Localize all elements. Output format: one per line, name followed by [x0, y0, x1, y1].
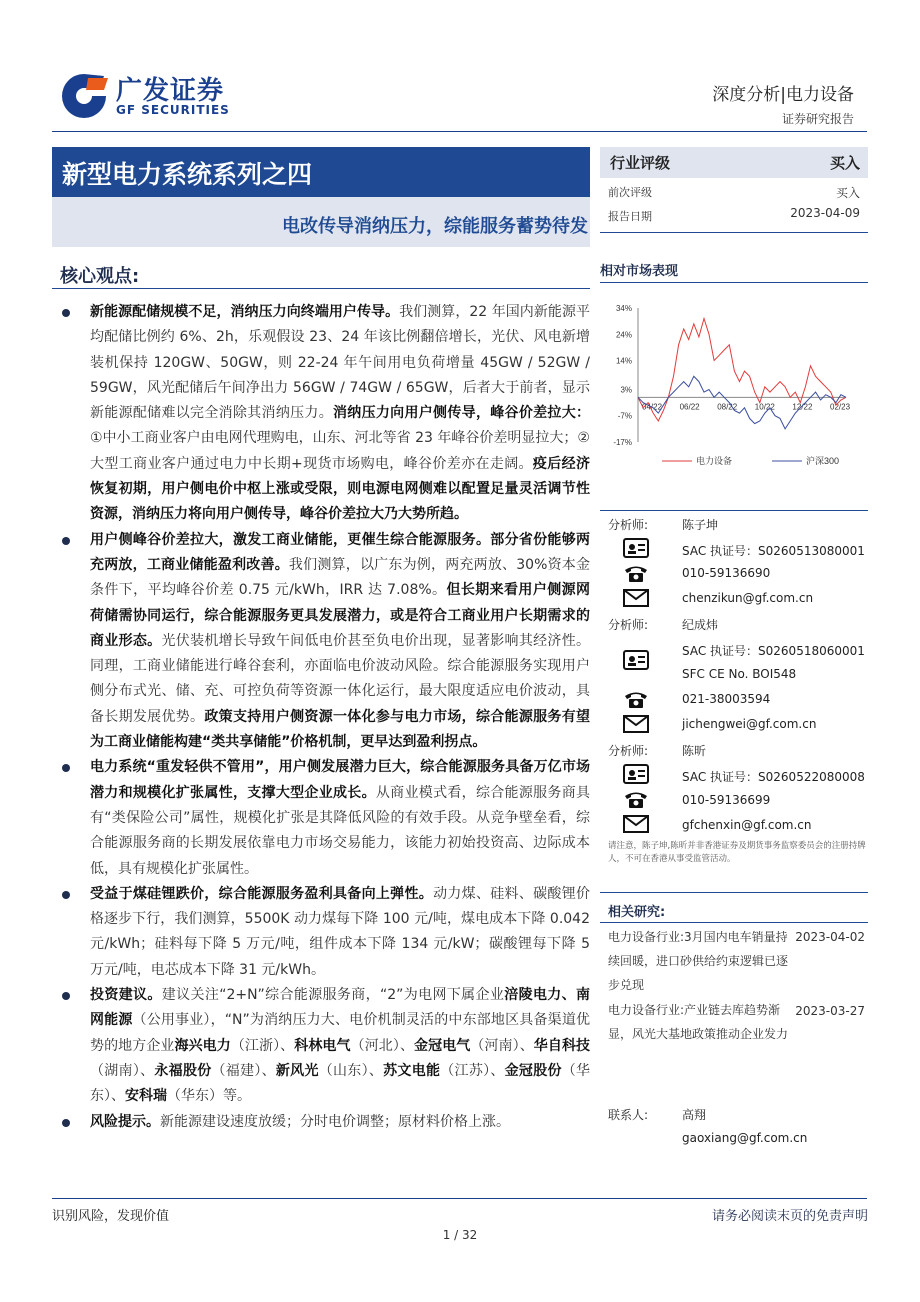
header-divider: [52, 131, 867, 132]
footer-divider: [52, 1198, 867, 1199]
rating-value: 买入: [829, 154, 860, 172]
phone-icon: [623, 689, 649, 709]
analyst-label: 分析师:: [608, 618, 649, 632]
bullet-paragraph: 电力系统“重发轻供不管用”，用户侧发展潜力巨大，综合能源服务具备万亿市场潜力和规模化扩张属性，支撑大型企业成长。从商业模式看，综合能源服务商具有“类保险公司”属性，规模化扩张是其降低风险的有效手段。从竞争壁垒看，综合能源服务商的长期发展依靠电力市场交易能力，该能力初始投资高、边际成本低，具有规模化扩张属性。: [60, 755, 590, 881]
id-card-icon: [623, 650, 649, 670]
mail-icon: [623, 814, 649, 834]
analyst-note: 请注意，陈子坤,陈昕并非香港证券及期货事务监察委员会的注册持牌人，不可在香港从事受监管活动。: [608, 841, 866, 864]
y-tick-label: 14%: [615, 356, 632, 366]
related-item-date: 2023-04-02: [795, 930, 865, 944]
core-divider: [52, 288, 590, 289]
related-heading: 相关研究:: [608, 905, 666, 920]
analyst-name: 陈昕: [682, 744, 707, 758]
y-tick-label: 3%: [620, 385, 632, 395]
core-heading: 核心观点:: [60, 266, 140, 287]
bullet-paragraph: 受益于煤硅锂跌价，综合能源服务盈利具备向上弹性。动力煤、硅料、碳酸锂价格逐步下行，我们测算，5500K 动力煤每下降 100 元/吨，煤电成本下降 0.042 元/kWh；硅料每下降 5 万元/吨，组件成本下降 134 元/kW；碳酸锂每下降 5 万元/吨，电芯成本下降 31 元/kWh。: [60, 882, 590, 983]
report-title: 新型电力系统系列之四: [62, 160, 313, 189]
report-category: 深度分析|电力设备: [712, 85, 854, 105]
related-item-title[interactable]: 电力设备行业:3月国内电车销量持续回暖，进口砂供给约束逻辑已逐步兑现: [608, 930, 789, 992]
x-tick-label: 08/22: [717, 402, 738, 412]
analyst-email[interactable]: jichengwei@gf.com.cn: [682, 717, 817, 731]
y-tick-label: 24%: [615, 330, 632, 340]
core-bullets: [60, 300, 590, 1135]
y-tick-label: -7%: [617, 411, 632, 421]
contact-label: 联系人:: [608, 1108, 649, 1122]
series-line: [638, 319, 846, 422]
mail-icon: [623, 714, 649, 734]
id-card-icon: [623, 764, 649, 784]
analyst-name: 陈子坤: [682, 518, 719, 532]
report-type: 证券研究报告: [781, 112, 854, 126]
bullet-paragraph: 投资建议。建议关注“2+N”综合能源服务商，“2”为电网下属企业涪陵电力、南网能源（公用事业），“N”为消纳压力大、电价机制灵活的中东部地区具备渠道优势的地方企业海兴电力（江浙）、科林电气（河北）、金冠电气（河南）、华自科技（湖南）、永福股份（福建）、新风光（山东）、苏文电能（江苏）、金冠股份（华东）、安科瑞（华东）等。: [60, 983, 590, 1109]
related-item-title[interactable]: 电力设备行业:产业链去库趋势渐显，风光大基地政策推动企业发力: [608, 1003, 789, 1041]
y-tick-label: -17%: [613, 438, 632, 447]
brand-name-en: GF SECURITIES: [116, 103, 230, 117]
related-item-date: 2023-03-27: [795, 1004, 865, 1018]
analyst-cert: SAC 执证号：S0260522080008: [682, 770, 865, 784]
legend-label: 电力设备: [696, 456, 733, 466]
analyst-label: 分析师:: [608, 744, 649, 758]
related-divider: [600, 922, 868, 923]
analyst-cert-sfc: SFC CE No. BOI548: [682, 667, 797, 681]
report-date-label: 报告日期: [608, 210, 652, 223]
contact-name: 高翔: [682, 1108, 707, 1122]
footer-slogan: 识别风险，发现价值: [52, 1209, 170, 1224]
mail-icon: [623, 588, 649, 608]
analyst-phone: 021-38003594: [682, 692, 771, 706]
analyst-cert: SAC 执证号：S0260518060001: [682, 644, 865, 658]
series-line: [638, 376, 846, 429]
footer-disclaimer[interactable]: 请务必阅读末页的免责声明: [711, 1209, 868, 1224]
report-subtitle: 电改传导消纳压力，综能服务蓄势待发: [282, 216, 588, 237]
bullet-paragraph: 用户侧峰谷价差拉大，激发工商业储能，更催生综合能源服务。部分省份能够两充两放，工商业储能盈利改善。我们测算，以广东为例，两充两放、30%资本金条件下，平均峰谷价差 0.75 元/kWh，IRR 达 7.08%。但长期来看用户侧源网荷储需协同运行，综合能源服务更具发展潜力，或是符合工商业用户长期需求的商业形态。光伏装机增长导致午间低电价甚至负电价出现，显著影响其经济性。同理，工商业储能进行峰谷套利，亦面临电价波动风险。综合能源服务实现用户侧分布式光、储、充、可控负荷等资源一体化运行，最大限度适应电价波动，具备长期发展优势。政策支持用户侧资源一体化参与电力市场，综合能源服务有望为工商业储能构建“类共享储能”价格机制，更早达到盈利拐点。: [60, 528, 590, 756]
id-card-icon: [623, 538, 649, 558]
prev-rating-value: 买入: [835, 186, 860, 200]
x-tick-label: 06/22: [679, 402, 700, 412]
analyst-phone: 010-59136699: [682, 793, 771, 807]
analyst-name: 纪成炜: [682, 618, 719, 632]
gf-logo-icon: [58, 70, 110, 122]
analyst-email[interactable]: gfchenxin@gf.com.cn: [682, 818, 812, 832]
x-tick-label: 10/22: [754, 402, 775, 412]
analyst-phone: 010-59136690: [682, 566, 771, 580]
market-heading: 相对市场表现: [600, 264, 679, 279]
analyst-email[interactable]: chenzikun@gf.com.cn: [682, 591, 814, 605]
related-divider-top: [600, 892, 868, 893]
rating-label: 行业评级: [610, 154, 671, 172]
market-divider: [600, 282, 868, 283]
phone-icon: [623, 563, 649, 583]
contact-email[interactable]: gaoxiang@gf.com.cn: [682, 1131, 808, 1145]
prev-rating-label: 前次评级: [608, 186, 652, 199]
y-tick-label: 34%: [615, 304, 632, 313]
relative-performance-chart: [600, 296, 868, 476]
analyst-divider: [600, 510, 868, 511]
phone-icon: [623, 789, 649, 809]
analyst-label: 分析师:: [608, 518, 649, 532]
page-number: 1 / 32: [442, 1228, 478, 1242]
legend-label: 沪深300: [806, 456, 840, 466]
x-tick-label: 04/22: [642, 402, 663, 412]
brand-name: 广发证券: [116, 76, 225, 106]
bullet-paragraph: 风险提示。新能源建设速度放缓；分时电价调整；原材料价格上涨。: [60, 1110, 590, 1135]
x-tick-label: 02/23: [830, 402, 851, 412]
x-tick-label: 12/22: [792, 402, 813, 412]
report-date-value: 2023-04-09: [790, 206, 860, 220]
bullet-paragraph: 新能源配储规模不足，消纳压力向终端用户传导。我们测算，22 年国内新能源平均配储比例约 6%、2h，乐观假设 23、24 年该比例翻倍增长，光伏、风电新增装机保持 120GW、50GW，则 22-24 年午间用电负荷增量 45GW / 52GW / 59GW，风光配储后午间净出力 56GW / 74GW / 65GW，后者大于前者，显示新能源配储难以完全消除其消纳压力。消纳压力向用户侧传导，峰谷价差拉大：①中小工商业客户由电网代理购电，山东、河北等省 23 年峰谷价差明显拉大；②大型工商业客户通过电力中长期+现货市场购电，峰谷价差亦在走阔。疫后经济恢复初期，用户侧电价中枢上涨或受限，则电源电网侧难以配置足量灵活调节性资源，消纳压力将向用户侧传导，峰谷价差拉大乃大势所趋。: [60, 300, 590, 528]
analyst-cert: SAC 执证号：S0260513080001: [682, 544, 865, 558]
rating-divider: [600, 232, 868, 233]
